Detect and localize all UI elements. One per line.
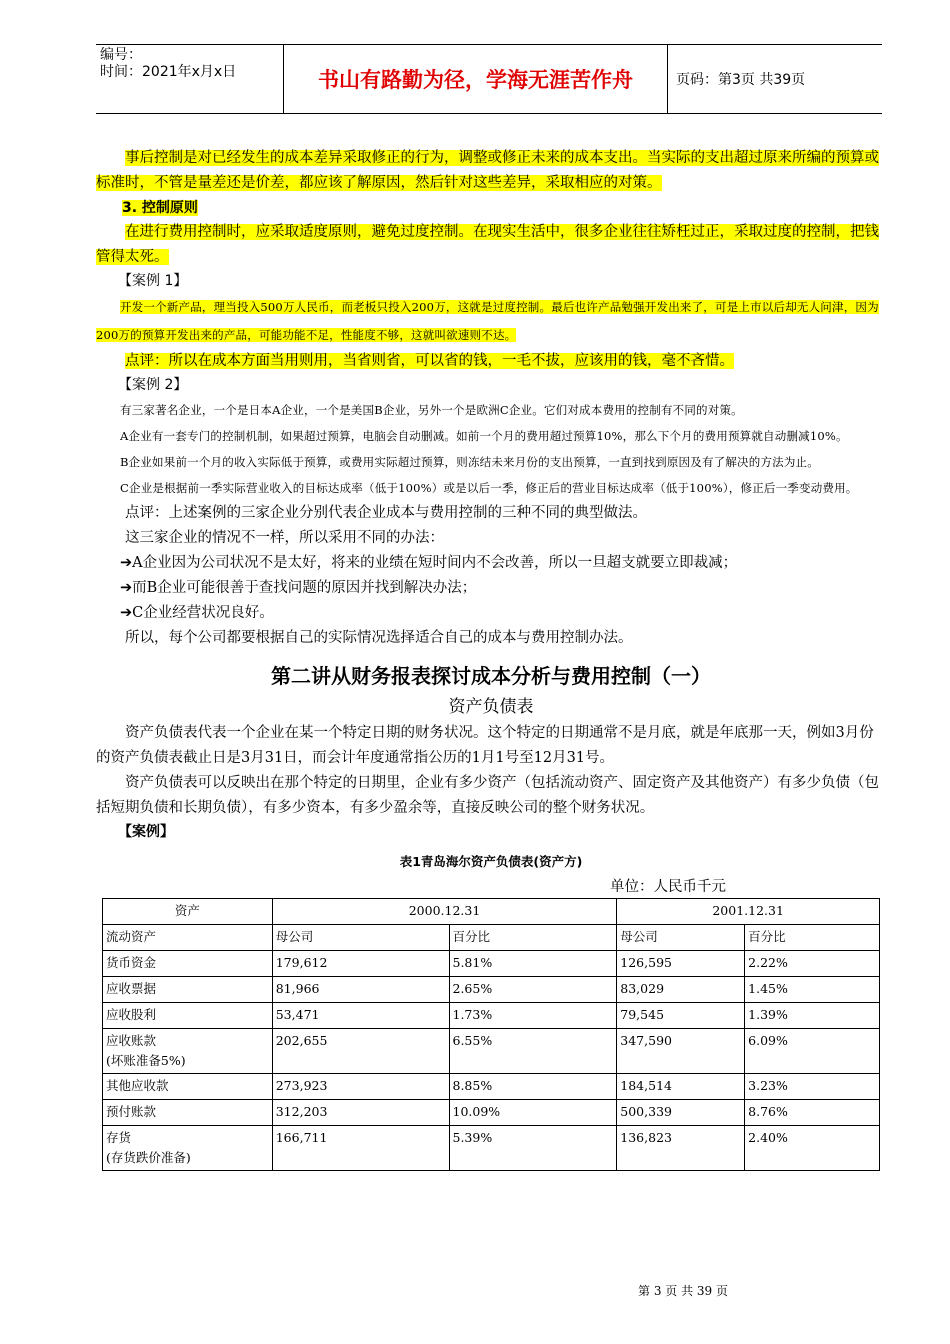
header-page-info: 页码：第3页 共39页	[676, 72, 806, 88]
page-footer: 第 3 页 共 39 页	[638, 1284, 728, 1298]
paragraph: 资产负债表代表一个企业在某一个特定日期的财务状况。这个特定的日期通常不是月底，就是年底那一天，例如3月份的资产负债表截止日是3月31日，而会计年度通常指公历的1月1号至12月31号。	[96, 725, 874, 766]
table-cell-item	[103, 1126, 273, 1171]
document-body	[96, 146, 886, 1171]
table-cell: 8.85%	[449, 1074, 617, 1100]
item-name: 存货	[106, 1130, 132, 1145]
table-cell: 184,514	[617, 1074, 745, 1100]
highlighted-text: 点评：所以在成本方面当用则用，当省则省，可以省的钱，一毛不拔，应该用的钱，毫不吝惜。	[125, 353, 734, 369]
header-number: 编号：	[100, 47, 142, 63]
paragraph: 所以，每个公司都要根据自己的实际情况选择适合自己的成本与费用控制办法。	[125, 630, 633, 646]
item-name: 预付账款	[106, 1104, 157, 1119]
bullet-text: 而B企业可能很善于查找问题的原因并找到解决办法；	[132, 580, 477, 596]
bullet-item	[96, 576, 886, 601]
table-cell: 8.76%	[745, 1100, 880, 1126]
table-cell: 10.09%	[449, 1100, 617, 1126]
table-header-row	[103, 899, 880, 925]
table-cell-item	[103, 951, 273, 977]
case-text: C企业是根据前一季实际营业收入的目标达成率（低于100%）或是以后一季，修正后的营业目标达成率（低于100%），修正后一季变动费用。	[120, 481, 858, 495]
table-cell-item	[103, 1074, 273, 1100]
table-cell: 1.45%	[745, 977, 880, 1003]
table-cell: 273,923	[272, 1074, 449, 1100]
table-cell: 6.09%	[745, 1029, 880, 1074]
table-row	[103, 977, 880, 1003]
table-header-row	[103, 925, 880, 951]
table-row	[103, 1100, 880, 1126]
bullet-item	[96, 551, 886, 576]
table-cell: 202,655	[272, 1029, 449, 1074]
item-note: (坏账准备5%)	[106, 1053, 186, 1068]
table-caption: 表1青岛海尔资产负债表(资产方)	[399, 854, 583, 869]
table-unit: 单位：人民币千元	[610, 879, 726, 895]
table-cell: 166,711	[272, 1126, 449, 1171]
paragraph: 这三家企业的情况不一样，所以采用不同的办法：	[125, 530, 444, 546]
arrow-icon: ➔	[120, 555, 133, 571]
highlighted-text: 开发一个新产品，理当投入500万人民币，而老板只投入200万，这就是过度控制。最后也许产品勉强开发出来了，可是上市以后却无人问津，因为200万的预算开发出来的产品，可能功能不足，性能度不够，这就叫欲速则不达。	[96, 300, 879, 342]
table-row	[103, 1126, 880, 1171]
table-cell: 347,590	[617, 1029, 745, 1074]
bullet-item	[96, 601, 886, 626]
highlighted-text: 事后控制是对已经发生的成本差异采取修正的行为，调整或修正未来的成本支出。当实际的支出超过原来所编的预算或标准时，不管是量差还是价差，都应该了解原因，然后针对这些差异，采取相应的对策。	[96, 150, 879, 191]
table-cell: 136,823	[617, 1126, 745, 1171]
item-name: 应收股利	[106, 1007, 157, 1022]
table-cell: 3.23%	[745, 1074, 880, 1100]
table-header-cell: 百分比	[449, 925, 617, 951]
header-meta	[96, 45, 284, 113]
table-cell: 81,966	[272, 977, 449, 1003]
item-name: 应收票据	[106, 981, 157, 996]
comment	[96, 349, 886, 374]
table-cell: 5.39%	[449, 1126, 617, 1171]
table-cell-item	[103, 1100, 273, 1126]
bullet-text: C企业经营状况良好。	[132, 605, 274, 621]
table-cell-item	[103, 977, 273, 1003]
table-cell: 312,203	[272, 1100, 449, 1126]
table-header-cell: 百分比	[745, 925, 880, 951]
paragraph: 资产负债表可以反映出在那个特定的日期里，企业有多少资产（包括流动资产、固定资产及其他资产）有多少负债（包括短期负债和长期负债），有多少资本，有多少盈余等，直接反映公司的整个财务状况。	[96, 775, 879, 816]
highlighted-text: 在进行费用控制时，应采取适度原则，避免过度控制。在现实生活中，很多企业往往矫枉过正，采取过度的控制，把钱管得太死。	[96, 224, 879, 265]
table-row	[103, 951, 880, 977]
case-label: 【案例】	[118, 824, 174, 840]
table-header-cell: 母公司	[617, 925, 745, 951]
comment: 点评：上述案例的三家企业分别代表企业成本与费用控制的三种不同的典型做法。	[125, 505, 647, 521]
case-label: 【案例 1】	[118, 273, 188, 289]
page-header	[96, 44, 882, 114]
balance-sheet-table	[102, 898, 880, 1171]
table-cell: 179,612	[272, 951, 449, 977]
table-cell: 6.55%	[449, 1029, 617, 1074]
table-cell: 83,029	[617, 977, 745, 1003]
table-cell-item	[103, 1003, 273, 1029]
table-cell: 1.73%	[449, 1003, 617, 1029]
item-note: (存货跌价准备)	[106, 1150, 191, 1165]
section-heading	[96, 196, 886, 220]
table-cell: 5.81%	[449, 951, 617, 977]
highlighted-text: 3. 控制原则	[122, 200, 198, 216]
lecture-title: 第二讲从财务报表探讨成本分析与费用控制（一）	[271, 664, 711, 688]
table-header-cell: 母公司	[272, 925, 449, 951]
case-text: A企业有一套专门的控制机制，如果超过预算，电脑会自动删减。如前一个月的费用超过预算10%，那么下个月的费用预算就自动删减10%。	[120, 429, 848, 443]
arrow-icon: ➔	[120, 580, 133, 596]
table-header-cell: 2001.12.31	[617, 899, 880, 925]
table-row	[103, 1003, 880, 1029]
case-label: 【案例 2】	[118, 377, 188, 393]
case-text: B企业如果前一个月的收入实际低于预算，或费用实际超过预算，则冻结未来月份的支出预算，一直到找到原因及有了解决的方法为止。	[120, 455, 819, 469]
table-cell-item	[103, 1029, 273, 1074]
arrow-icon: ➔	[120, 605, 133, 621]
table-cell: 2.22%	[745, 951, 880, 977]
item-name: 货币资金	[106, 955, 157, 970]
case-text	[96, 293, 886, 349]
table-cell: 79,545	[617, 1003, 745, 1029]
section-title: 资产负债表	[448, 697, 534, 717]
bullet-text: A企业因为公司状况不是太好，将来的业绩在短时间内不会改善，所以一旦超支就要立即裁减；	[132, 555, 738, 571]
table-cell: 1.39%	[745, 1003, 880, 1029]
table-cell: 500,339	[617, 1100, 745, 1126]
paragraph	[96, 146, 886, 196]
table-header-cell: 2000.12.31	[272, 899, 617, 925]
header-motto: 书山有路勤为径，学海无涯苦作舟	[284, 45, 668, 113]
paragraph	[96, 220, 886, 270]
table-header-cell: 流动资产	[103, 925, 273, 951]
table-row	[103, 1074, 880, 1100]
header-time: 时间：2021年x月x日	[100, 64, 237, 80]
table-header-cell: 资产	[103, 899, 273, 925]
table-cell: 2.40%	[745, 1126, 880, 1171]
case-text: 有三家著名企业，一个是日本A企业，一个是美国B企业，另外一个是欧洲C企业。它们对成本费用的控制有不同的对策。	[120, 403, 743, 417]
item-name: 其他应收款	[106, 1078, 169, 1093]
item-name: 应收账款	[106, 1033, 157, 1048]
table-row	[103, 1029, 880, 1074]
table-cell: 126,595	[617, 951, 745, 977]
table-cell: 53,471	[272, 1003, 449, 1029]
table-cell: 2.65%	[449, 977, 617, 1003]
